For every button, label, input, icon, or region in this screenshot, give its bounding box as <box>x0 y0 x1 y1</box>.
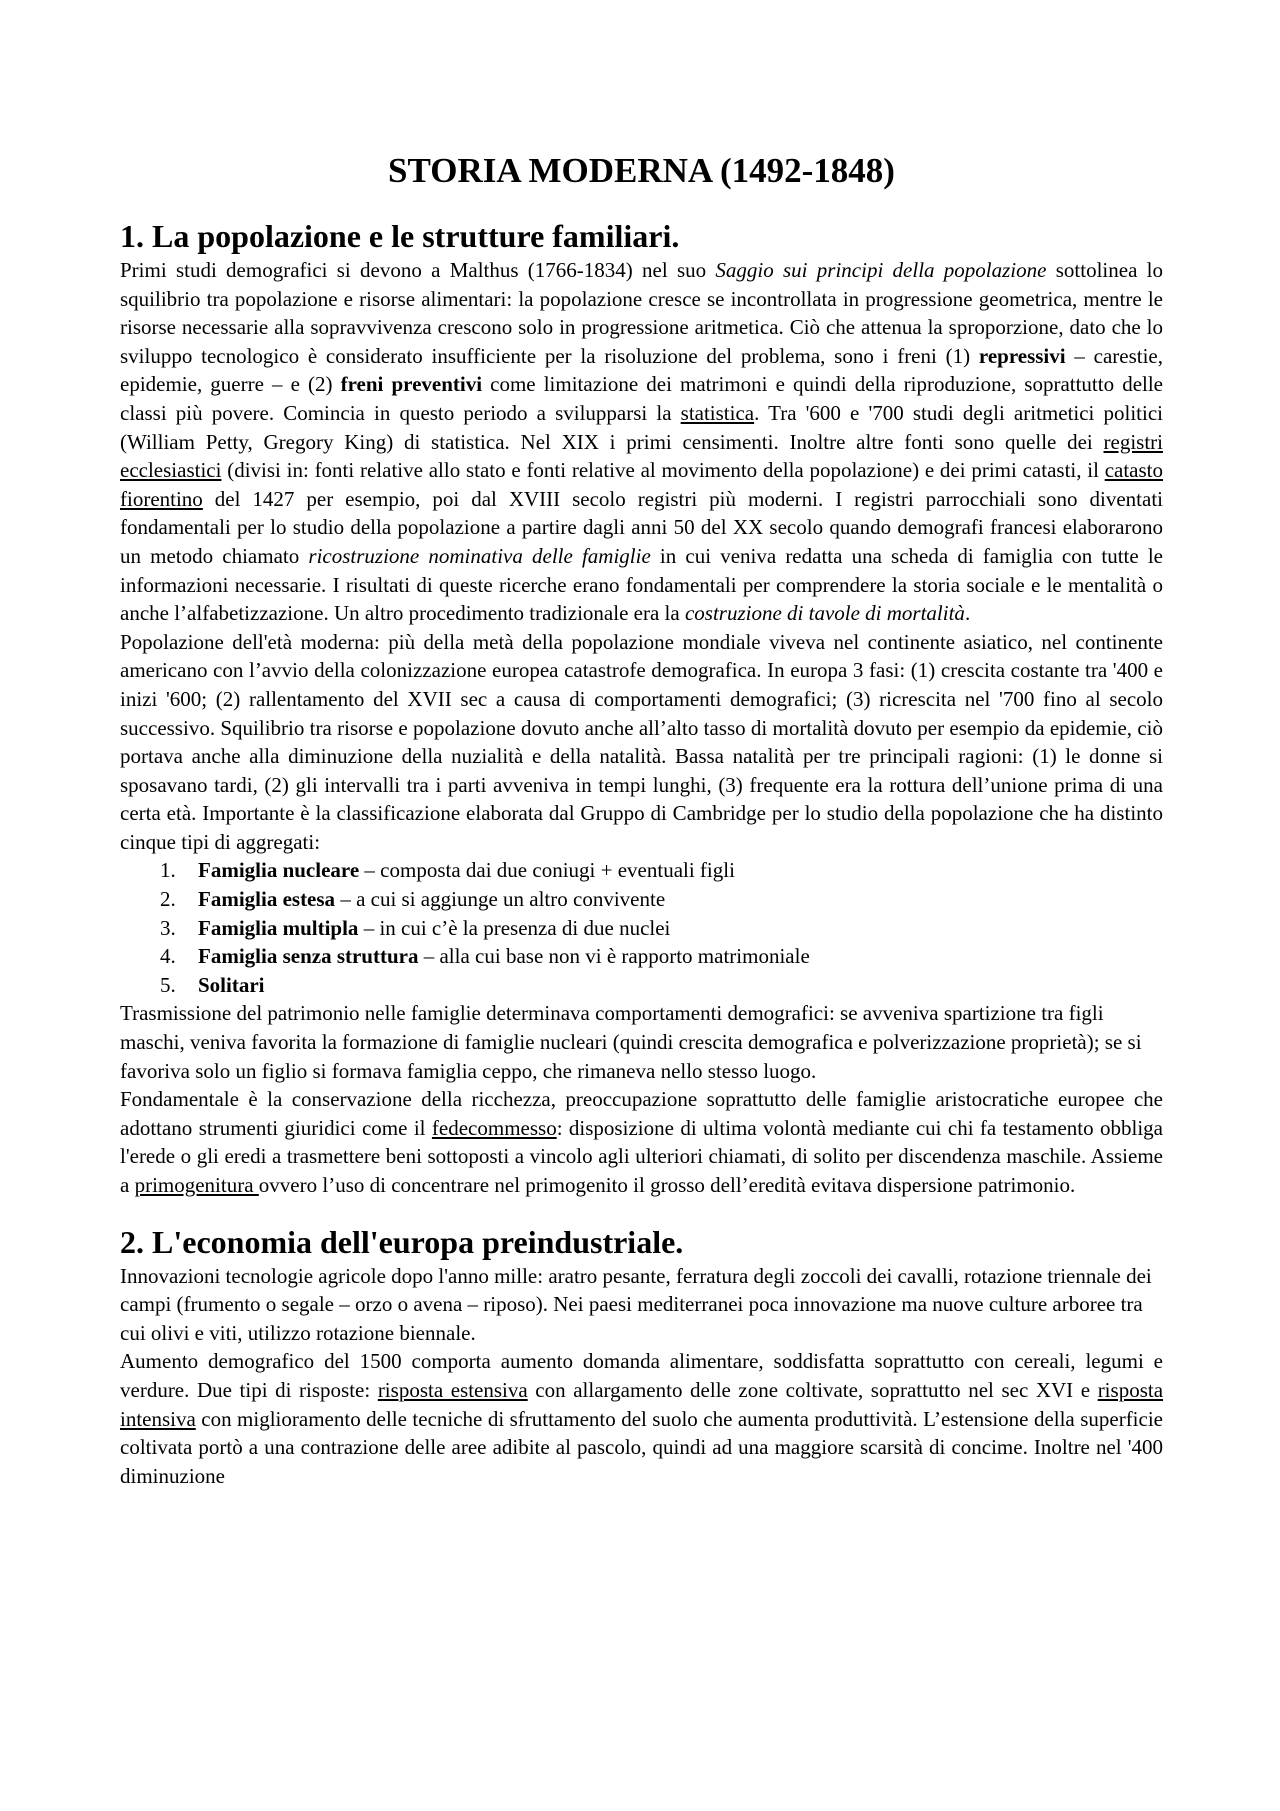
list-number: 4. <box>160 944 176 969</box>
text-run: sottolinea lo squilibrio tra popolazione e risorse alimentari: la popolazione cresce se incontrollata in progressione geometrica, mentre le risorse necessarie alla sopravvivenza crescono solo in progressione aritmetica. Ciò che attenua la sproporzione, dato che lo sviluppo tecnologico è considerato insufficiente per la risoluzione del problema, sono i freni (1) <box>120 258 1163 368</box>
underlined-term-statistica: statistica <box>680 400 755 425</box>
underlined-term-intensiva: risposta intensiva <box>120 1377 1164 1431</box>
list-number: 5. <box>160 972 176 997</box>
document-page <box>120 150 1163 1490</box>
section-1-paragraph-3a: Trasmissione del patrimonio nelle famiglie determinava comportamenti demografici: se avveniva spartizione tra figli maschi, veniva favorita la formazione di famiglie nucleari (quindi crescita demografica e polverizzazione proprietà); se si favoriva solo un figlio si formava famiglia ceppo, che rimaneva nello stesso luogo. <box>120 1001 1142 1083</box>
text-run: in cui veniva redatta una scheda di famiglia con tutte le informazioni necessarie. I risultati di queste ricerche erano fondamentali per comprendere la storia sociale e le mentalità o anche l’alfabetizzazione. Un altro procedimento tradizionale era la <box>120 543 1163 626</box>
bold-term-repressivi: repressivi <box>978 343 1066 368</box>
family-type-label: Famiglia estesa <box>198 887 336 912</box>
text-run: come limitazione dei matrimoni e quindi della riproduzione, soprattutto delle classi più povere. Comincia in questo periodo a svilupparsi la <box>120 372 1164 425</box>
text-run: Primi studi demografici si devono a Malthus (1766-1834) nel suo <box>120 258 716 282</box>
text-run: con allargamento delle zone coltivate, soprattutto nel sec XVI e <box>527 1377 1098 1402</box>
text-run: : disposizione di ultima volontà mediante cui chi fa testamento obbliga l'erede o gli eredi a trasmettere beni sottoposti a vincolo agli ulteriori chiamati, di solito per discendenza maschile. Assieme a <box>120 1115 1163 1197</box>
list-item <box>160 885 1163 914</box>
italic-term-tavole: costruzione di tavole di mortalità <box>684 601 965 626</box>
family-type-desc: – a cui si aggiunge un altro convivente <box>335 887 666 912</box>
text-run: . <box>964 601 971 626</box>
list-number: 1. <box>160 858 176 883</box>
text-run: del 1427 per esempio, poi dal XVIII secolo registri più moderni. I registri parrocchiali sono diventati fondamentali per lo studio della popolazione a partire dagli anni 50 del XX secolo quando demografi francesi elaborarono un metodo chiamato <box>120 486 1163 568</box>
family-type-label: Famiglia multipla <box>198 915 359 940</box>
text-run: ovvero l’uso di concentrare nel primogenito il grosso dell’eredità evitava dispersione patrimonio. <box>258 1173 1076 1197</box>
bold-term-freni-preventivi: freni preventivi <box>340 372 483 397</box>
underlined-term-catasto: catasto fiorentino <box>120 458 1163 511</box>
list-item <box>160 971 1163 1000</box>
list-item <box>160 856 1163 885</box>
family-types-list <box>120 856 1163 999</box>
document-title: STORIA MODERNA (1492-1848) <box>388 151 895 190</box>
underlined-term-registri: registri ecclesiastici <box>120 429 1163 483</box>
family-type-label: Famiglia senza struttura <box>198 944 419 969</box>
underlined-term-estensiva: risposta estensiva <box>377 1377 528 1402</box>
family-type-desc: – in cui c’è la presenza di due nuclei <box>358 915 671 940</box>
underlined-term-fedecommesso: fedecommesso <box>431 1115 557 1140</box>
text-run: (divisi in: fonti relative allo stato e fonti relative al movimento della popolazione) e dei primi catasti, il <box>221 458 1105 483</box>
list-item <box>160 914 1163 943</box>
underlined-term-primogenitura: primogenitura <box>134 1173 259 1197</box>
italic-book-title: Saggio sui principi della popolazione <box>715 258 1047 282</box>
text-run: Aumento demografico del 1500 comporta aumento domanda alimentare, soddisfatta soprattutto con cereali, legumi e verdure. Due tipi di risposte: <box>120 1349 1163 1402</box>
list-number: 2. <box>160 887 176 912</box>
text-run: – carestie, epidemie, guerre – e (2) <box>120 343 1163 397</box>
list-number: 3. <box>160 915 176 940</box>
section-1-paragraph-2: Popolazione dell'età moderna: più della metà della popolazione mondiale viveva nel continente asiatico, nel continente americano con l’avvio della colonizzazione europea catastrofe demografica. In europa 3 fasi: (1) crescita costante tra '400 e inizi '600; (2) rallentamento del XVII sec a causa di comportamenti demografici; (3) ricrescita nel '700 fino al secolo successivo. Squilibrio tra risorse e popolazione dovuto anche all’alto tasso di mortalità dovuto per esempio da epidemie, ciò portava anche alla diminuzione della nuzialità e della natalità. Bassa natalità per tre principali ragioni: (1) le donne si sposavano tardi, (2) gli intervalli tra i parti avveniva in tempi lunghi, (3) frequente era la rottura dell’unione prima di una certa età. Importante è la classificazione elaborata dal Gruppo di Cambridge per lo studio della popolazione che ha distinto cinque tipi di aggregati: <box>120 629 1163 854</box>
section-1-paragraph-3b <box>120 1085 1163 1199</box>
text-run: Fondamentale è la conservazione della ricchezza, preoccupazione soprattutto delle famiglie aristocratiche europee che adottano strumenti giuridici come il <box>120 1087 1163 1140</box>
family-type-desc: – alla cui base non vi è rapporto matrimoniale <box>418 944 810 969</box>
section-2-heading: 2. L'economia dell'europa preindustriale. <box>120 1223 684 1260</box>
text-run: . Tra '600 e '700 studi degli aritmetici politici (William Petty, Gregory King) di statistica. Nel XIX i primi censimenti. Inoltre altre fonti sono quelle dei <box>120 400 1163 454</box>
family-type-desc: – composta dai due coniugi + eventuali figli <box>359 858 735 883</box>
family-type-label: Solitari <box>198 972 265 997</box>
family-type-label: Famiglia nucleare <box>198 858 360 883</box>
list-item <box>160 942 1163 971</box>
section-2-paragraph-1b <box>120 1347 1163 1490</box>
section-2-paragraph-1a: Innovazioni tecnologie agricole dopo l'anno mille: aratro pesante, ferratura degli zoccoli dei cavalli, rotazione triennale dei campi (frumento o segale – orzo o avena – riposo). Nei paesi mediterranei poca innovazione ma nuove culture arboree tra cui olivi e viti, utilizzo rotazione biennale. <box>120 1263 1152 1345</box>
section-1-heading: 1. La popolazione e le strutture familiari. <box>120 218 680 254</box>
section-1-paragraph-1 <box>120 256 1163 628</box>
italic-term-ricostruzione: ricostruzione nominativa delle famiglie <box>308 543 651 568</box>
text-run: con miglioramento delle tecniche di sfruttamento del suolo che aumenta produttività. L’estensione della superficie coltivata portò a una contrazione delle aree adibite al pascolo, quindi ad una maggiore scarsità di concime. Inoltre nel '400 diminuzione <box>120 1406 1163 1488</box>
